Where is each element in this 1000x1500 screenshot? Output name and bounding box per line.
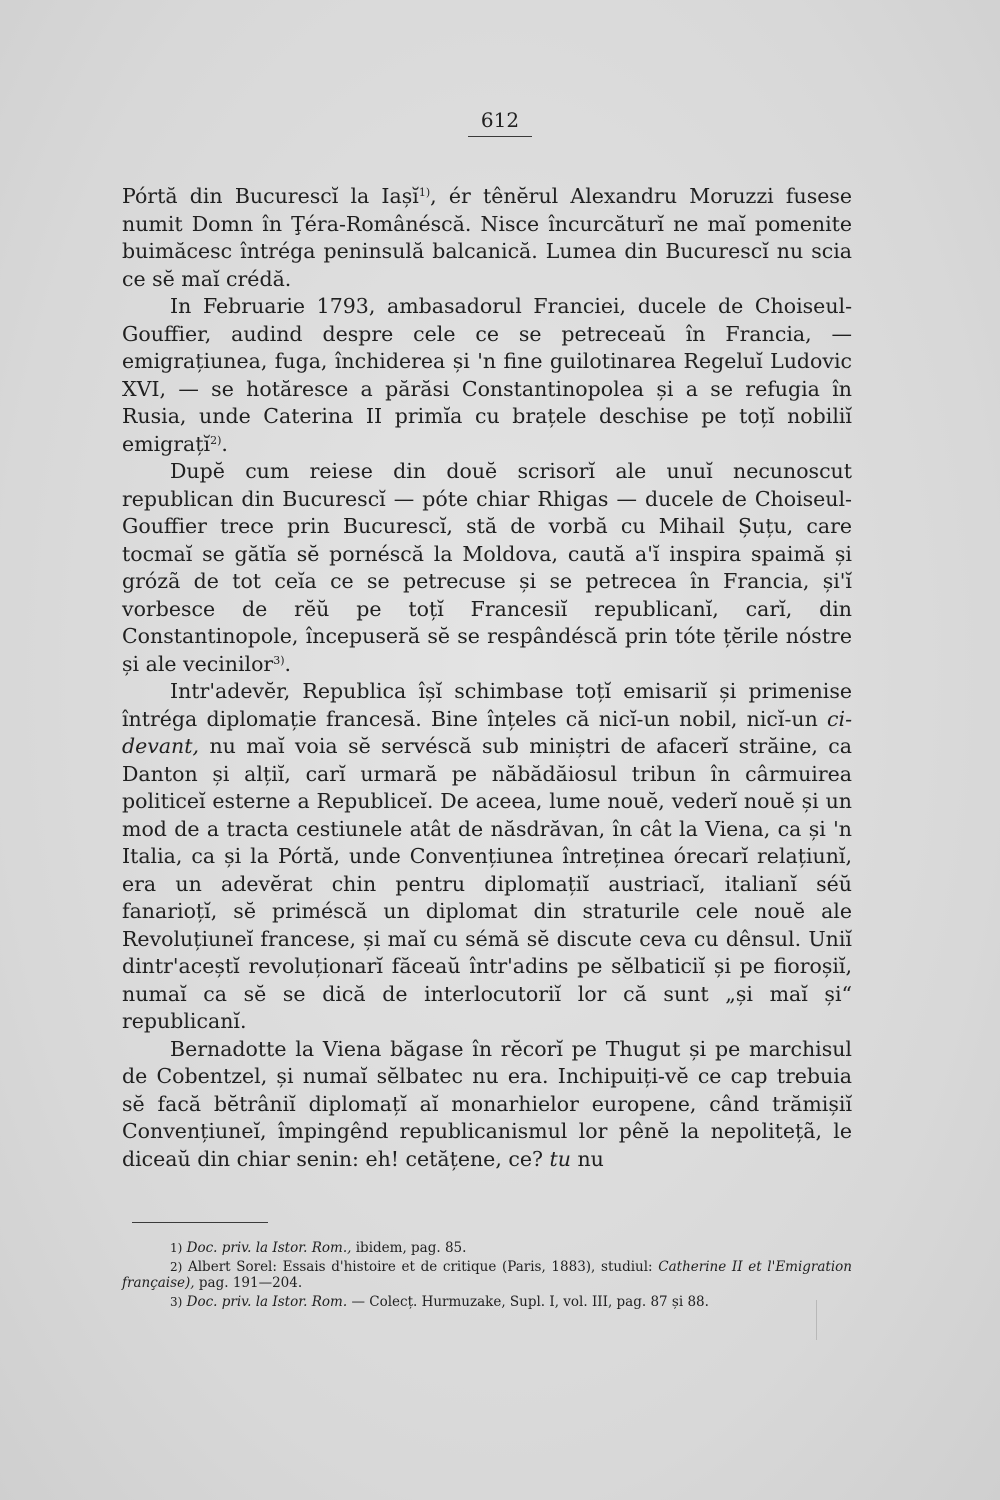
paragraph-5 bbox=[122, 1036, 852, 1174]
paragraph-1 bbox=[122, 183, 852, 293]
paragraph-4 bbox=[122, 678, 852, 1036]
footnote-divider bbox=[132, 1222, 268, 1223]
footnote-text: ibidem, pag. 85. bbox=[351, 1240, 467, 1256]
italic-term: ci-devant, bbox=[122, 706, 852, 758]
paragraph-3 bbox=[122, 458, 852, 678]
page-crease bbox=[816, 1300, 817, 1340]
paragraph-text: nu maĭ voia sĕ servéscă sub miniștri de afacerĭ străine, ca Danton și alțiĭ, carĭ urmară pe năbădăiosul tribun în cârmuirea politiceĭ esterne a Republiceĭ. De aceea, lume nouĕ, vederĭ nouĕ și un mod de a tracta cestiunele atât de năsdrăvan, în cât la Viena, ca și 'n Italia, ca și la Pórtă, unde Convențiunea întreținea órecarĭ relațiunĭ, era un adevĕrat chin pentru diplomațiĭ austriacĭ, italianĭ séŭ fanarioțĭ, sĕ priméscă un diplomat din straturile cele nouĕ ale Revoluțiuneĭ francese, și maĭ cu sémă sĕ discute ceva cu dênsul. Uniĭ dintr'aceștĭ revoluționarĭ făceaŭ într'adins pe sĕlbaticiĭ și pe fioroșiĭ, numaĭ ca sĕ se dică de interlocutoriĭ lor că sunt „și maĭ și“ republicanĭ. bbox=[122, 734, 852, 1033]
paragraph-text: Bernadotte la Viena băgase în rĕcorĭ pe Thugut și pe marchisul de Cobentzel, și numaĭ sĕlbatec nu era. Inchipuiți-vĕ ce cap trebuia sĕ facă bĕtrâniĭ diplomațĭ aĭ monarhielor europene, când trămișiĭ Convențiuneĭ, împingênd republicanismul lor pênĕ la nepolitețã, le diceaŭ din chiar senin: eh! cetățene, ce? bbox=[122, 1036, 852, 1171]
italic-term: tu bbox=[549, 1146, 571, 1171]
footnote-text: pag. 191—204. bbox=[194, 1275, 303, 1291]
paragraph-text: Intr'adevĕr, Republica îșĭ schimbase toțĭ emisariĭ și primenise întréga diplomație francesă. Bine înțeles că nicĭ-un nobil, nicĭ-un bbox=[122, 679, 852, 731]
footnote-number: 2) bbox=[170, 1260, 183, 1274]
footnote-source: Doc. priv. la Istor. Rom., bbox=[186, 1240, 352, 1256]
footnote-ref-3[interactable]: 3) bbox=[273, 653, 285, 667]
footnote-number: 3) bbox=[170, 1295, 183, 1309]
footnote-ref-1[interactable]: 1) bbox=[418, 186, 431, 199]
paragraph-text: nu bbox=[570, 1146, 604, 1171]
body-text bbox=[122, 183, 852, 1173]
footnote-source: Doc. priv. la Istor. Rom. bbox=[186, 1294, 348, 1310]
footnote-text: Albert Sorel: Essais d'histoire et de critique (Paris, 1883), studiul: bbox=[182, 1259, 659, 1275]
footnote-text: — Colecț. Hurmuzake, Supl. I, vol. III, pag. 87 și 88. bbox=[347, 1294, 709, 1310]
paragraph-text: , ér tênĕrul Alexandru Moruzzi fusese numit Domn în Ţéra-Românéscă. Nisce încurcăturĭ ne maĭ pomenite buimăcesc întréga peninsulă balcanică. Lumea din Bucurescĭ nu scia ce sĕ maĭ crédă. bbox=[122, 184, 853, 291]
footnote-number: 1) bbox=[170, 1241, 183, 1255]
footnote-ref-2[interactable]: 2) bbox=[210, 433, 222, 447]
footnotes bbox=[122, 1240, 852, 1313]
paragraph-text: In Februarie 1793, ambasadorul Franciei, ducele de Choiseul-Gouffier, audind despre cele ce se petreceaŭ în Francia, — emigrațiunea, fuga, închiderea și 'n fine guilotinarea Regeluĭ Ludovic XVI, — se hotăresce a părăsi Constantinopolea și a se refugia în Rusia, unde Caterina II primĭa cu brațele deschise pe toțĭ nobiliĭ emigrațĭ bbox=[122, 294, 852, 456]
paragraph-text: . bbox=[221, 431, 228, 456]
paragraph-2 bbox=[122, 293, 852, 458]
footnote-source: Catherine II et l'Emigration française), bbox=[122, 1259, 853, 1291]
paragraph-text: . bbox=[284, 651, 292, 676]
paragraph-text: Dupĕ cum reiese din douĕ scrisorĭ ale unuĭ necunoscut republican din Bucurescĭ — póte chiar Rhigas — ducele de Choiseul-Gouffier trece prin Bucurescĭ, stă de vorbă cu Mihail Șuțu, care tocmaĭ se gătĭa sĕ pornéscă la Moldova, caută a'ĭ inspira spaimă și grózã de tot ceĭa ce se petrecuse și se petrecea în Francia, și'ĭ vorbesce de rĕŭ pe toțĭ Francesiĭ republicanĭ, carĭ, din Constantinopole, începuseră sĕ se respândéscă prin tóte țĕrile nóstre și ale vecinilor bbox=[122, 459, 852, 676]
footnote-3 bbox=[122, 1294, 852, 1310]
footnote-1 bbox=[122, 1240, 852, 1256]
footnote-2 bbox=[122, 1259, 852, 1291]
paragraph-text: Pórtă din Bucurescĭ la Iașĭ bbox=[122, 184, 419, 208]
page-number: 612 bbox=[468, 108, 532, 137]
